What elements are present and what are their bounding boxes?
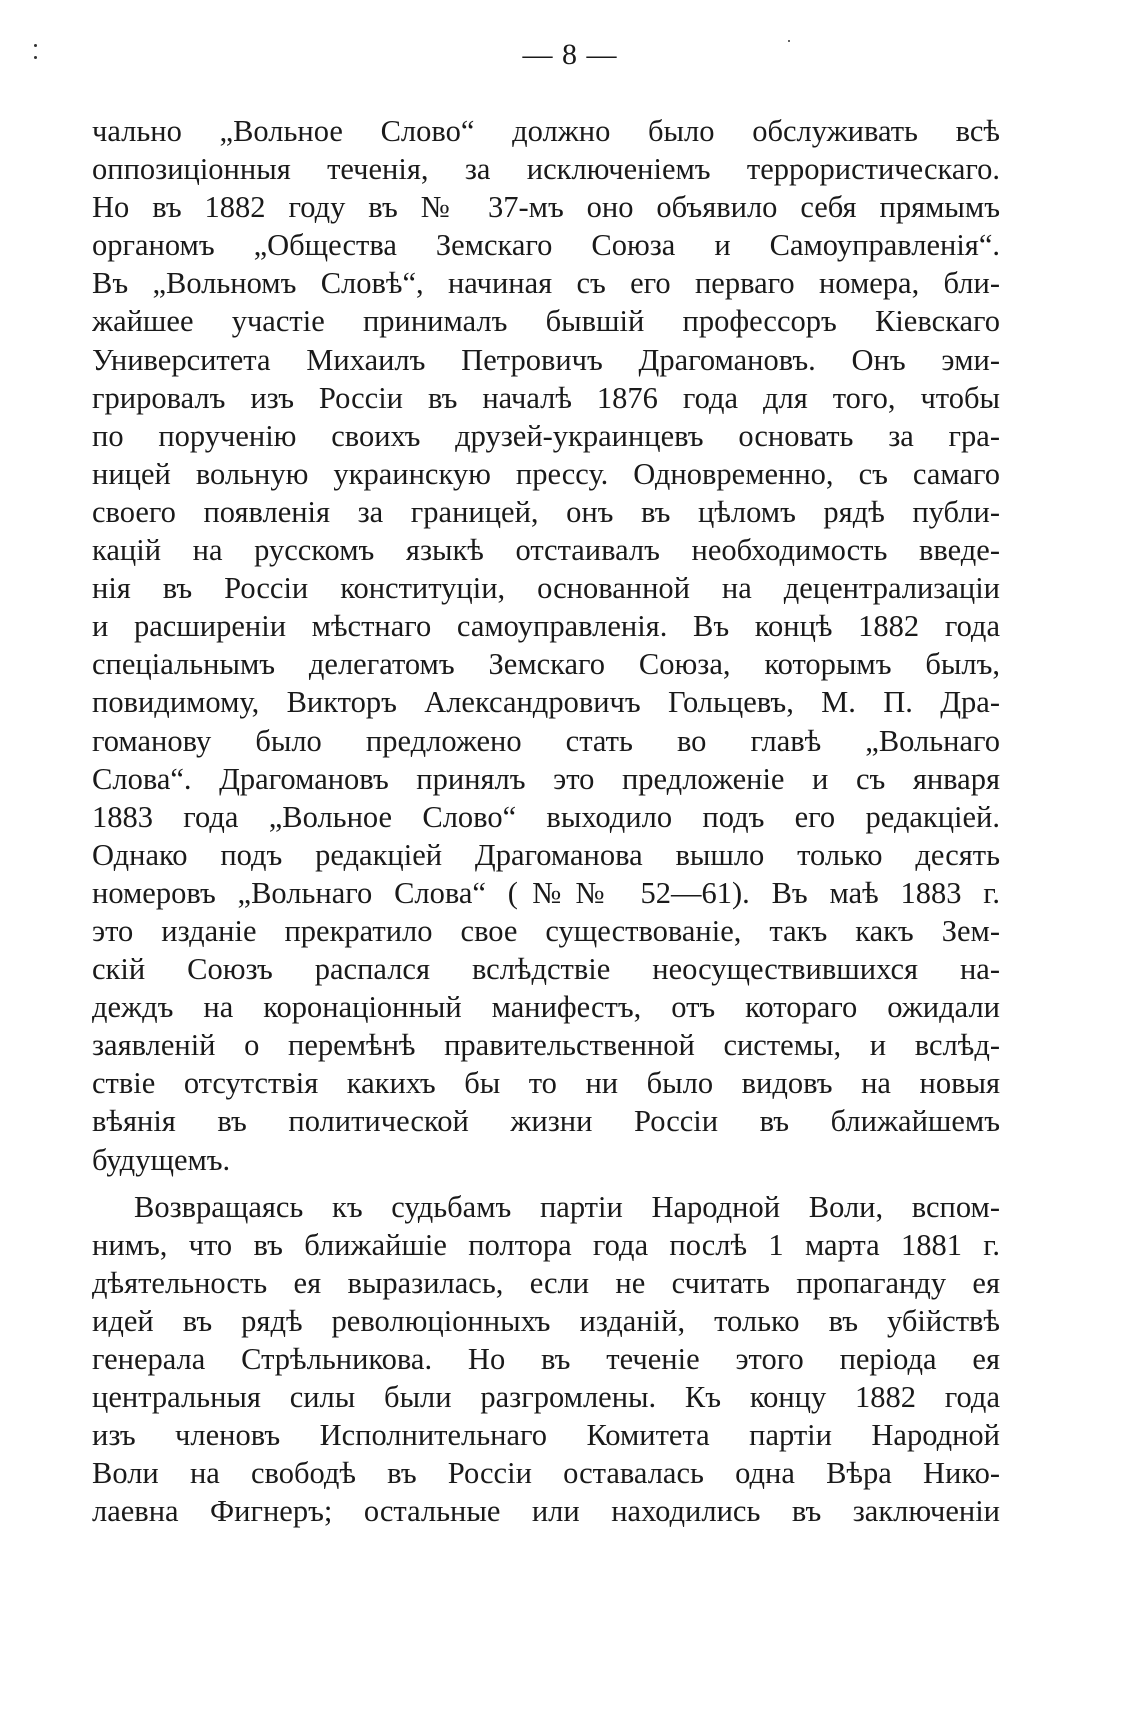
page-number: — 8 — — [522, 38, 618, 71]
text-line: Однако подъ редакціей Драгоманова вышло только десять — [92, 837, 1000, 872]
text-line: скій Союзъ распался вслѣдствіе неосуществившихся на- — [92, 952, 1000, 987]
text-line: повидимому, Викторъ Александровичъ Гольцевъ, М. П. Дра- — [92, 685, 1000, 720]
paragraph — [92, 112, 1000, 1179]
text-line: Университета Михаилъ Петровичъ Драгомановъ. Онъ эми- — [92, 342, 1000, 377]
text-line: и расширеніи мѣстнаго самоуправленія. Въ концѣ 1882 года — [92, 609, 1000, 644]
text-line: ствіе отсутствія какихъ бы то ни было видовъ на новыя — [92, 1066, 1000, 1101]
text-line: идей въ рядѣ революціонныхъ изданій, только въ убійствѣ — [92, 1303, 1000, 1338]
text-line: спеціальнымъ делегатомъ Земскаго Союза, которымъ былъ, — [92, 647, 1000, 682]
text-line: центральныя силы были разгромлены. Къ концу 1882 года — [92, 1380, 1000, 1415]
text-line: Возвращаясь къ судьбамъ партіи Народной Воли, вспом- — [134, 1189, 1000, 1224]
text-line: органомъ „Общества Земскаго Союза и Самоуправленія“. — [92, 228, 1000, 263]
text-line: это изданіе прекратило свое существованіе, такъ какъ Зем- — [92, 913, 1000, 948]
text-line: лаевна Фигнеръ; остальные или находились въ заключеніи — [92, 1494, 1000, 1529]
text-line: деждъ на коронаціонный манифестъ, отъ котораго ожидали — [92, 990, 1000, 1025]
text-line: Слова“. Драгомановъ принялъ это предложеніе и съ января — [92, 761, 1000, 796]
text-line: Въ „Вольномъ Словѣ“, начиная съ его перваго номера, бли- — [92, 266, 1000, 301]
text-line: номеровъ „Вольнаго Слова“ (№№ 52—61). Въ маѣ 1883 г. — [92, 875, 1000, 910]
text-line: жайшее участіе принималъ бывшій профессоръ Кіевскаго — [92, 304, 1000, 339]
text-line: чально „Вольное Слово“ должно было обслуживать всѣ — [92, 114, 1000, 148]
text-line: Воли на свободѣ въ Россіи оставалась одна Вѣра Нико- — [92, 1456, 1000, 1491]
text-line: Но въ 1882 году въ № 37-мъ оно объявило себя прямымъ — [92, 190, 1000, 225]
text-line: оппозиціонныя теченія, за исключеніемъ террористическаго. — [92, 152, 1000, 187]
text-line: будущемъ. — [92, 1142, 231, 1177]
text-line: гоманову было предложено стать во главѣ „Вольнаго — [92, 723, 1000, 758]
text-line: заявленій о перемѣнѣ правительственной системы, и вслѣд- — [92, 1028, 1000, 1063]
text-line: вѣянія въ политической жизни Россіи въ ближайшемъ — [92, 1104, 1000, 1139]
text-line: ницей вольную украинскую прессу. Одновременно, съ самаго — [92, 456, 1000, 491]
paragraph — [92, 1188, 1000, 1531]
text-line: изъ членовъ Исполнительнаго Комитета партіи Народной — [92, 1418, 1000, 1453]
text-line: своего появленія за границей, онъ въ цѣломъ рядѣ публи- — [92, 494, 1000, 529]
text-line: кацій на русскомъ языкѣ отстаивалъ необходимость введе- — [92, 533, 1000, 568]
text-line: по порученію своихъ друзей-украинцевъ основать за гра- — [92, 418, 1000, 453]
text-line: нія въ Россіи конституціи, основанной на децентрализаціи — [92, 571, 1000, 606]
text-line: нимъ, что въ ближайшіе полтора года послѣ 1 марта 1881 г. — [92, 1227, 1000, 1262]
text-line: генерала Стрѣльникова. Но въ теченіе этого періода ея — [92, 1342, 1000, 1376]
text-line: дѣятельность ея выразилась, если не считать пропаганду ея — [92, 1265, 1000, 1300]
body-text — [92, 112, 1000, 1530]
text-line: 1883 года „Вольное Слово“ выходило подъ его редакціей. — [92, 799, 1000, 834]
text-line: грировалъ изъ Россіи въ началѣ 1876 года для того, чтобы — [92, 380, 1000, 415]
